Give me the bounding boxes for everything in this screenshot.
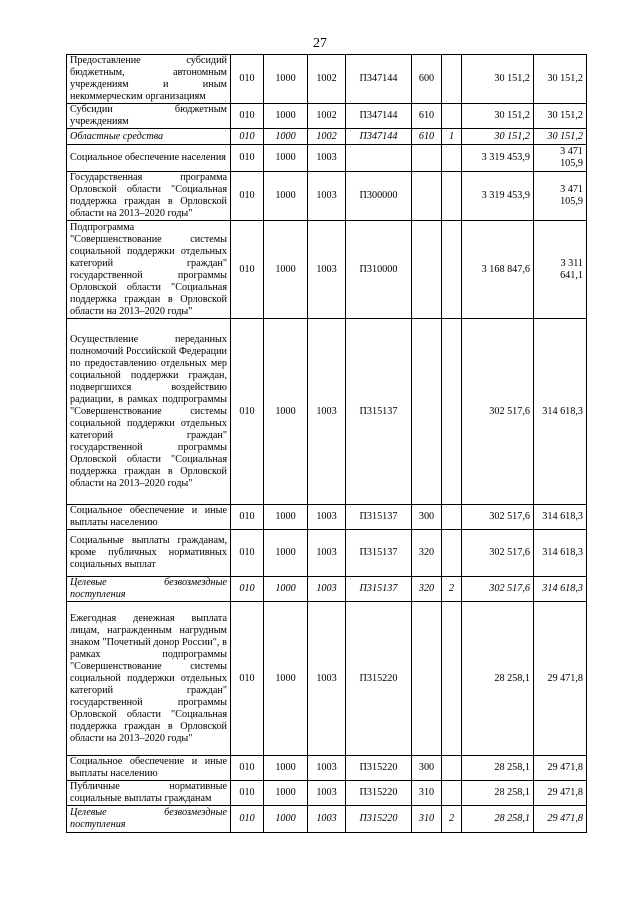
cell-name: Осуществление переданных полномочий Российской Федерации по предоставлению отдельных мер социальной поддержки граждан, подвергшихся воздействию радиации, в рамках подпрограммы "Совершенствование системы социальной поддержки отдельных категорий граждан" государственной программы Орловской области "Социальная поддержка граждан в Орловской области на 2013–2020 годы" [67, 319, 231, 505]
cell-c3: 1003 [308, 806, 346, 833]
cell-c3: 1003 [308, 530, 346, 577]
cell-c5: 300 [412, 756, 442, 781]
cell-c3: 1003 [308, 172, 346, 221]
table-row [67, 104, 587, 129]
cell-v1: 30 151,2 [462, 55, 534, 104]
cell-c1: 010 [231, 602, 264, 756]
table-row [67, 602, 587, 756]
cell-c3: 1003 [308, 756, 346, 781]
cell-c1: 010 [231, 172, 264, 221]
cell-c4: П300000 [346, 172, 412, 221]
cell-c2: 1000 [264, 145, 308, 172]
cell-c6 [442, 55, 462, 104]
cell-v2: 314 618,3 [534, 505, 587, 530]
page-number: 27 [313, 36, 327, 51]
cell-c5 [412, 319, 442, 505]
cell-c6: 2 [442, 577, 462, 602]
cell-c2: 1000 [264, 129, 308, 145]
table-row [67, 221, 587, 319]
cell-c3: 1003 [308, 602, 346, 756]
table-row [67, 577, 587, 602]
cell-v1: 3 319 453,9 [462, 145, 534, 172]
cell-c1: 010 [231, 221, 264, 319]
cell-name: Социальное обеспечение населения [67, 145, 231, 172]
cell-c6 [442, 221, 462, 319]
cell-c6 [442, 172, 462, 221]
cell-c5: 300 [412, 505, 442, 530]
table-row [67, 129, 587, 145]
cell-name: Социальные выплаты гражданам, кроме публичных нормативных социальных выплат [67, 530, 231, 577]
cell-v1: 30 151,2 [462, 129, 534, 145]
cell-v1: 28 258,1 [462, 806, 534, 833]
cell-v1: 30 151,2 [462, 104, 534, 129]
cell-c6 [442, 505, 462, 530]
cell-v1: 302 517,6 [462, 530, 534, 577]
cell-c5: 600 [412, 55, 442, 104]
cell-c5 [412, 602, 442, 756]
cell-c2: 1000 [264, 104, 308, 129]
cell-c4: П310000 [346, 221, 412, 319]
cell-v1: 28 258,1 [462, 781, 534, 806]
cell-c1: 010 [231, 781, 264, 806]
cell-v2: 29 471,8 [534, 781, 587, 806]
cell-c6: 2 [442, 806, 462, 833]
cell-c6: 1 [442, 129, 462, 145]
table-row [67, 172, 587, 221]
cell-c2: 1000 [264, 781, 308, 806]
table-row [67, 756, 587, 781]
cell-c2: 1000 [264, 577, 308, 602]
cell-v2: 29 471,8 [534, 602, 587, 756]
cell-v1: 302 517,6 [462, 505, 534, 530]
cell-name: Предоставление субсидий бюджетным, автономным учреждениям и иным некоммерческим организациям [67, 55, 231, 104]
cell-c3: 1003 [308, 319, 346, 505]
cell-v2: 314 618,3 [534, 530, 587, 577]
cell-c4: П347144 [346, 129, 412, 145]
cell-c2: 1000 [264, 172, 308, 221]
table-row [67, 145, 587, 172]
cell-c1: 010 [231, 505, 264, 530]
cell-name: Целевые безвозмездные поступления [67, 806, 231, 833]
cell-v2: 314 618,3 [534, 319, 587, 505]
cell-name: Публичные нормативные социальные выплаты гражданам [67, 781, 231, 806]
cell-v2: 314 618,3 [534, 577, 587, 602]
cell-c2: 1000 [264, 55, 308, 104]
cell-c6 [442, 530, 462, 577]
cell-c3: 1003 [308, 577, 346, 602]
cell-c1: 010 [231, 55, 264, 104]
cell-c3: 1003 [308, 505, 346, 530]
budget-table [66, 54, 587, 833]
cell-v2: 3 311 641,1 [534, 221, 587, 319]
table-row [67, 806, 587, 833]
cell-name: Государственная программа Орловской области "Социальная поддержка граждан в Орловской области на 2013–2020 годы" [67, 172, 231, 221]
cell-v2: 3 471 105,9 [534, 172, 587, 221]
cell-c6 [442, 756, 462, 781]
cell-name: Социальное обеспечение и иные выплаты населению [67, 756, 231, 781]
cell-c2: 1000 [264, 530, 308, 577]
cell-c6 [442, 781, 462, 806]
cell-c3: 1003 [308, 145, 346, 172]
cell-c4: П347144 [346, 55, 412, 104]
cell-v2: 30 151,2 [534, 104, 587, 129]
cell-c2: 1000 [264, 221, 308, 319]
cell-c5: 310 [412, 806, 442, 833]
cell-v2: 30 151,2 [534, 55, 587, 104]
cell-name: Областные средства [67, 129, 231, 145]
cell-c6 [442, 602, 462, 756]
cell-v2: 3 471 105,9 [534, 145, 587, 172]
cell-c6 [442, 319, 462, 505]
cell-c3: 1002 [308, 55, 346, 104]
cell-c6 [442, 145, 462, 172]
cell-c5 [412, 172, 442, 221]
table-row [67, 319, 587, 505]
cell-c3: 1002 [308, 129, 346, 145]
cell-c1: 010 [231, 129, 264, 145]
cell-name: Подпрограмма "Совершенствование системы социальной поддержки отдельных категорий граждан" государственной программы Орловской области "Социальная поддержка граждан в Орловской области на 2013–2020 годы" [67, 221, 231, 319]
table-row [67, 781, 587, 806]
table-row [67, 505, 587, 530]
cell-c4 [346, 145, 412, 172]
cell-c6 [442, 104, 462, 129]
cell-c1: 010 [231, 104, 264, 129]
cell-c3: 1002 [308, 104, 346, 129]
cell-c2: 1000 [264, 756, 308, 781]
cell-c4: П315137 [346, 577, 412, 602]
cell-c5: 320 [412, 577, 442, 602]
cell-c2: 1000 [264, 319, 308, 505]
cell-c1: 010 [231, 577, 264, 602]
cell-v1: 302 517,6 [462, 319, 534, 505]
cell-c4: П315220 [346, 756, 412, 781]
cell-name: Социальное обеспечение и иные выплаты населению [67, 505, 231, 530]
cell-c4: П315137 [346, 530, 412, 577]
cell-c1: 010 [231, 806, 264, 833]
cell-v1: 3 168 847,6 [462, 221, 534, 319]
cell-c2: 1000 [264, 806, 308, 833]
table-row [67, 55, 587, 104]
cell-c3: 1003 [308, 781, 346, 806]
cell-v1: 3 319 453,9 [462, 172, 534, 221]
cell-c1: 010 [231, 756, 264, 781]
cell-c5: 610 [412, 129, 442, 145]
cell-name: Ежегодная денежная выплата лицам, награжденным нагрудным знаком "Почетный донор России", в рамках подпрограммы "Совершенствование системы социальной поддержки отдельных категорий граждан" государственной программы Орловской области "Социальная поддержка граждан в Орловской области на 2013–2020 годы" [67, 602, 231, 756]
cell-v2: 29 471,8 [534, 756, 587, 781]
cell-c5 [412, 221, 442, 319]
cell-c4: П315220 [346, 806, 412, 833]
cell-v2: 29 471,8 [534, 806, 587, 833]
cell-v1: 28 258,1 [462, 756, 534, 781]
cell-c1: 010 [231, 319, 264, 505]
cell-name: Целевые безвозмездные поступления [67, 577, 231, 602]
cell-c4: П347144 [346, 104, 412, 129]
cell-c2: 1000 [264, 602, 308, 756]
cell-c1: 010 [231, 530, 264, 577]
cell-c5: 310 [412, 781, 442, 806]
cell-c1: 010 [231, 145, 264, 172]
cell-c5 [412, 145, 442, 172]
cell-c3: 1003 [308, 221, 346, 319]
cell-c2: 1000 [264, 505, 308, 530]
cell-v1: 302 517,6 [462, 577, 534, 602]
cell-c4: П315137 [346, 505, 412, 530]
cell-c5: 610 [412, 104, 442, 129]
cell-v1: 28 258,1 [462, 602, 534, 756]
table-row [67, 530, 587, 577]
cell-c4: П315220 [346, 602, 412, 756]
cell-c4: П315220 [346, 781, 412, 806]
cell-v2: 30 151,2 [534, 129, 587, 145]
cell-c4: П315137 [346, 319, 412, 505]
cell-c5: 320 [412, 530, 442, 577]
cell-name: Субсидии бюджетным учреждениям [67, 104, 231, 129]
